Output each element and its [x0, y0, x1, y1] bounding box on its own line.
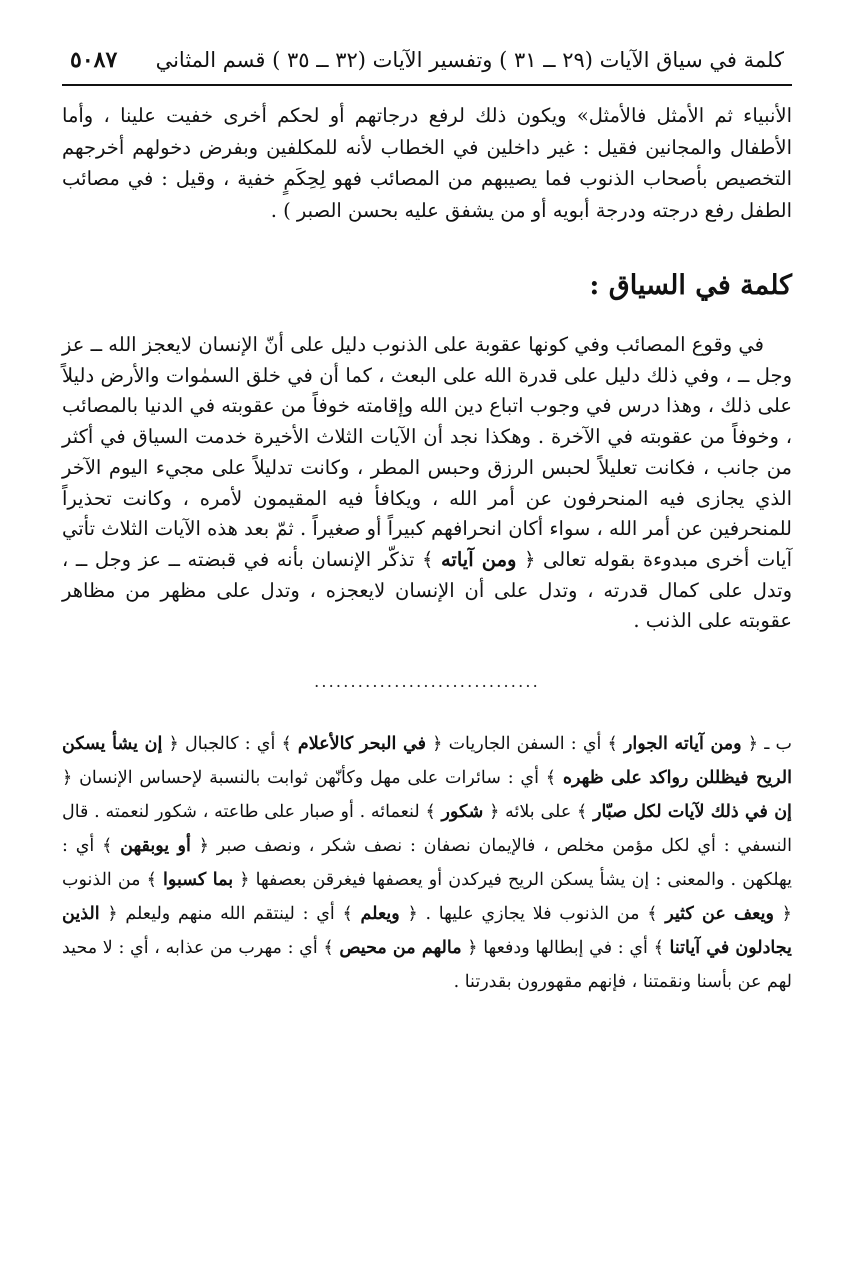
- tafsir-text: أي : كالجبال: [184, 734, 276, 755]
- context-text-b: تذكّر الإنسان بأنه في قبضته ــ عز وجل ــ ، وتدل على كمال قدرته ، وتدل على أن الإنسان لايعجزه ، وتدل على مظهر من مظاهر عقوبته على الذنب .: [62, 547, 792, 633]
- tafsir-text: من الذنوب: [62, 870, 141, 891]
- context-paragraph: في وقوع المصائب وفي كونها عقوبة على الذنوب دليل على أنّ الإنسان لايعجز الله ــ عز وجل ــ ، وفي ذلك دليل على قدرة الله على البعث ، كما أن في خلق السمٰوات والأرض دليلاً على ذلك ، وهذا درس في وجوب اتباع دين الله وإقامته خوفاً من عقوبته في الدنيا بالمصائب ، وخوفاً من عقوبته في الآخرة . وهكذا نجد أن الآيات الثلاث الأخيرة خدمت السياق في أكثر من جانب ، فكانت تعليلاً لحبس الرزق وحبس المطر ، وكانت تدليلاً على مجيء اليوم الآخر الذي يجازى فيه المنحرفون عن أمر الله ، ويكافأ فيه المقيمون لأمره ، وكانت تحذيراً للمنحرفين عن أمر الله ، سواء أكان انحرافهم كبيراً أو صغيراً . ثمّ بعد هذه الآيات الثلاث تأتي آيات أخرى مبدوءة بقوله تعالى ﴿ ومن آياته ﴾ تذكّر الإنسان بأنه في قبضته ــ عز وجل ــ ، وتدل على كمال قدرته ، وتدل على أن الإنسان لايعجزه ، وتدل على مظهر من مظاهر عقوبته على الذنب .: [62, 333, 793, 633]
- quran-quote: بما كسبوا: [163, 870, 234, 891]
- quran-quote: إن يشأ يسكن الريح فيظللن رواكد على ظهره: [62, 734, 792, 789]
- tafsir-text: أي : السفن الجاريات: [448, 734, 602, 755]
- dotted-divider: ...............................: [314, 673, 540, 692]
- page-number: ٥٠٨٧: [70, 47, 118, 73]
- quran-quote: ومن آياته: [440, 547, 517, 571]
- tafsir-text: أي : سائرات على مهل وكأنّهن ثوابت بالنسبة لإحساس الإنسان: [79, 768, 539, 789]
- tafsir-text: أي : مهرب من عذابه ، أي : لا محيد لهم عن بأسنا ونقمتنا ، فإنهم مقهورون بقدرتنا .: [62, 938, 792, 993]
- tafsir-text: من الذنوب فلا يجازي عليها .: [425, 904, 640, 925]
- tafsir-text: أي : لينتقم الله منهم وليعلم: [125, 904, 335, 925]
- quran-quote: إن في ذلك لآيات لكل صبّار: [593, 802, 792, 823]
- header-rule: [62, 84, 792, 86]
- section-heading: كلمة في السياق :: [589, 270, 792, 301]
- quran-quote: ويعلم: [360, 904, 400, 925]
- tafsir-text: أي : يهلكهن . والمعنى : إن يشأ يسكن الريح فيركدن أو يعصفها فيغرقن بعصفها: [62, 836, 792, 891]
- quran-quote: ومن آياته الجوار: [623, 734, 742, 755]
- page-header: [62, 40, 792, 80]
- tafsir-text: أي : في إبطالها ودفعها: [483, 938, 648, 959]
- book-page: [62, 40, 792, 999]
- tafsir-text: على بلائه: [505, 802, 572, 823]
- running-title: كلمة في سياق الآيات (٢٩ ــ ٣١ ) وتفسير الآيات (٣٢ ــ ٣٥ ) قسم المثاني: [155, 48, 784, 72]
- quran-quote: الذين يجادلون في آياتنا: [62, 904, 792, 959]
- tafsir-text: ب ـ: [764, 734, 792, 755]
- quran-quote: ويعف عن كثير: [665, 904, 774, 925]
- context-text-a: في وقوع المصائب وفي كونها عقوبة على الذنوب دليل على أنّ الإنسان لايعجز الله ــ عز وجل ــ ، وفي ذلك دليل على قدرة الله على البعث ، كما أن في خلق السمٰوات والأرض دليلاً على ذلك ، وهذا درس في وجوب اتباع دين الله وإقامته خوفاً من عقوبته في الدنيا بالمصائب ، وخوفاً من عقوبته في الآخرة . وهكذا نجد أن الآيات الثلاث الأخيرة خدمت السياق في أكثر من جانب ، فكانت تعليلاً لحبس الرزق وحبس المطر ، وكانت تدليلاً على مجيء اليوم الآخر الذي يجازى فيه المنحرفون عن أمر الله ، ويكافأ فيه المقيمون لأمره ، وكانت تحذيراً للمنحرفين عن أمر الله ، سواء أكان انحرافهم كبيراً أو صغيراً . ثمّ بعد هذه الآيات الثلاث تأتي آيات أخرى مبدوءة بقوله تعالى: [62, 333, 793, 571]
- quran-quote: في البحر كالأعلام: [297, 734, 426, 755]
- quran-quote: أو يوبقهن: [120, 836, 191, 857]
- quran-quote: مالهم من محيص: [339, 938, 462, 959]
- tafsir-paragraph: ب ـ ﴿ ومن آياته الجوار ﴾ أي : السفن الجاريات ﴿ في البحر كالأعلام ﴾ أي : كالجبال ﴿ إن يشأ يسكن الريح فيظللن رواكد على ظهره ﴾ أي : سائرات على مهل وكأنّهن ثوابت بالنسبة لإحساس الإنسان ﴿ إن في ذلك لآيات لكل صبّار ﴾ على بلائه ﴿ شكور ﴾ لنعمائه . أو صبار على طاعته ، شكور لنعمته . قال النسفي : أي لكل مؤمن مخلص ، فالإيمان نصفان : نصف شكر ، ونصف صبر ﴿ أو يوبقهن ﴾ أي : يهلكهن . والمعنى : إن يشأ يسكن الريح فيركدن أو يعصفها فيغرقن بعصفها ﴿ بما كسبوا ﴾ من الذنوب ﴿ ويعف عن كثير ﴾ من الذنوب فلا يجازي عليها . ﴿ ويعلم ﴾ أي : لينتقم الله منهم وليعلم ﴿ الذين يجادلون في آياتنا ﴾ أي : في إبطالها ودفعها ﴿ مالهم من محيص ﴾ أي : مهرب من عذابه ، أي : لا محيد لهم عن بأسنا ونقمتنا ، فإنهم مقهورون بقدرتنا .: [62, 734, 792, 993]
- quran-quote: شكور: [441, 802, 484, 823]
- tafsir-text: لنعمائه . أو صبار على طاعته ، شكور لنعمته . قال النسفي : أي لكل مؤمن مخلص ، فالإيمان نصفان : نصف شكر ، ونصف صبر: [62, 802, 792, 857]
- intro-paragraph: الأنبياء ثم الأمثل فالأمثل» ويكون ذلك لرفع درجاتهم أو لحكم أخرى خفيت علينا ، وأما الأطفال والمجانين فقيل : غير داخلين في الخطاب لأنه للمكلفين وبفرض دخولهم أخرجهم التخصيص بأصحاب الذنوب فما يصيبهم من المصائب فهو لِحِكَمٍ خفية ، وقيل : في مصائب الطفل رفع درجته ودرجة أبويه أو من يشفق عليه بحسن الصبر ) .: [62, 104, 792, 222]
